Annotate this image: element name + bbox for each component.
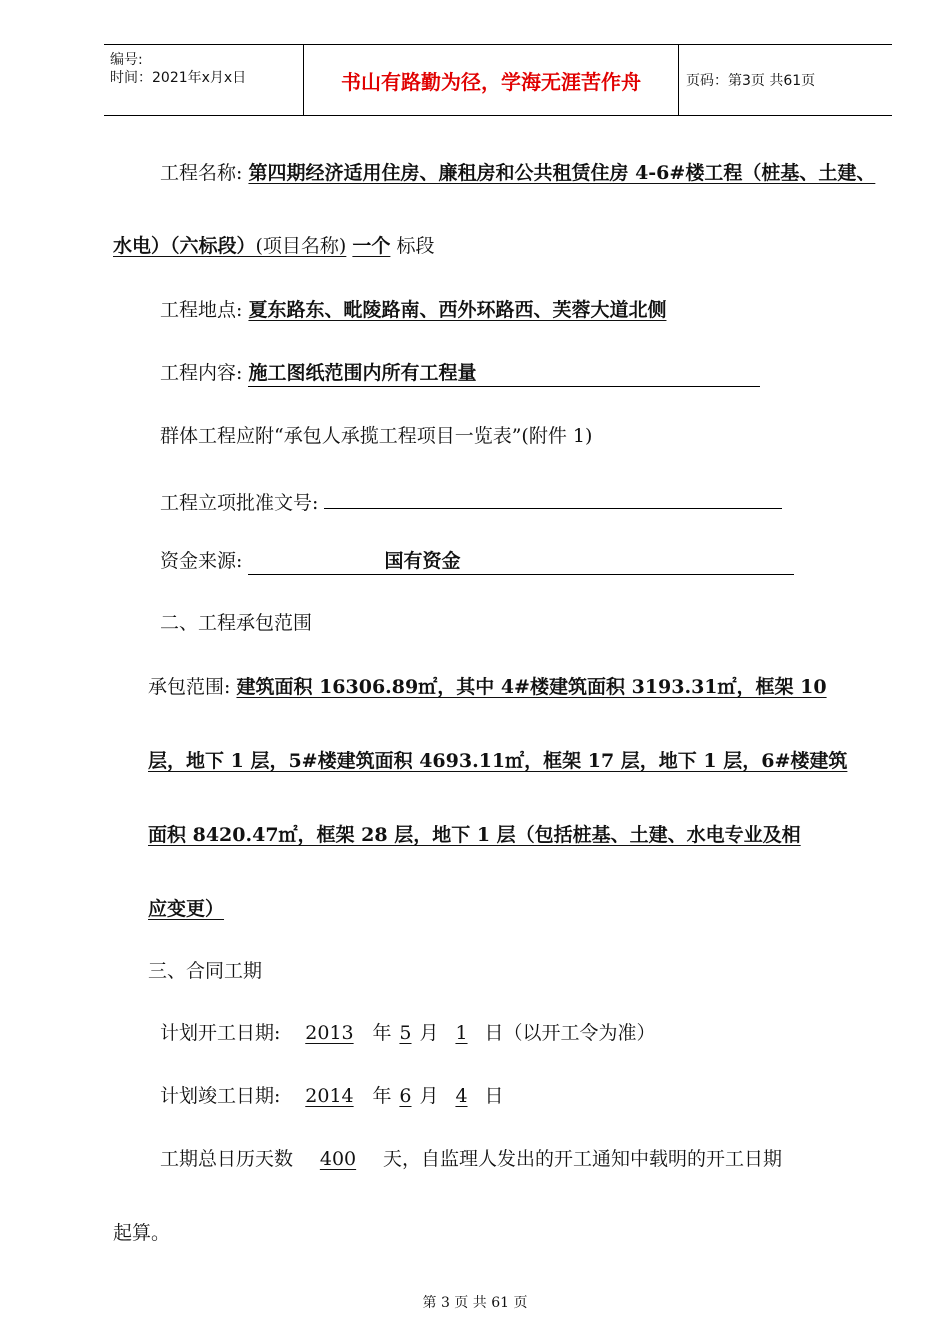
duration-line <box>160 1146 782 1172</box>
month-char: 月 <box>419 1022 439 1044</box>
page-footer: 第 3 页 共 61 页 <box>422 1295 528 1311</box>
end-year: 2014 <box>305 1085 354 1107</box>
end-date-line <box>160 1083 504 1109</box>
start-month: 5 <box>399 1022 412 1044</box>
fund-value: 国有资金 <box>248 548 794 575</box>
approval-blank <box>324 486 782 509</box>
content-line <box>160 360 760 387</box>
doc-number-label: 编号: <box>110 52 143 68</box>
doc-date: 时间：2021年x月x日 <box>110 70 247 86</box>
scope-text-4: 应变更） <box>148 898 225 920</box>
approval-line <box>160 486 782 516</box>
month-char: 月 <box>419 1085 439 1107</box>
header-meta <box>104 45 302 115</box>
section-count: 一个 <box>352 235 391 257</box>
project-name-value-cont: 水电）（六标段） <box>113 235 256 257</box>
end-month: 6 <box>399 1085 412 1107</box>
approval-label: 工程立项批准文号: <box>160 492 319 514</box>
header-motto-cell <box>303 45 679 115</box>
project-name-line <box>160 160 875 186</box>
section-3-title: 三、合同工期 <box>148 960 263 982</box>
header-page-number: 页码：第3页 共61页 <box>686 73 816 89</box>
location-value: 夏东路东、毗陵路南、西外环路西、芙蓉大道北侧 <box>248 299 667 321</box>
scope-text-3: 面积 8420.47㎡，框架 28 层，地下 1 层（包括桩基、土建、水电专业及相 <box>148 824 801 846</box>
content-label: 工程内容: <box>160 362 243 384</box>
project-name-line-2 <box>113 233 434 259</box>
scope-text-1: 建筑面积 16306.89㎡，其中 4#楼建筑面积 3193.31㎡，框架 10 <box>236 676 827 698</box>
year-char: 年 <box>372 1022 392 1044</box>
start-label: 计划开工日期: <box>160 1022 281 1044</box>
end-day: 4 <box>455 1085 468 1107</box>
duration-line-2: 起算。 <box>113 1222 171 1244</box>
project-name-value: 第四期经济适用住房、廉租房和公共租赁住房 4-6#楼工程（桩基、土建、 <box>248 162 876 184</box>
start-day: 1 <box>455 1022 468 1044</box>
duration-prefix: 工期总日历天数 <box>160 1148 294 1170</box>
project-name-label: 工程名称: <box>160 162 243 184</box>
fund-line <box>160 548 794 575</box>
start-year: 2013 <box>305 1022 354 1044</box>
group-note: 群体工程应附“承包人承揽工程项目一览表”(附件 1) <box>160 425 593 447</box>
end-suffix: 日 <box>484 1085 504 1107</box>
duration-suffix: 天，自监理人发出的开工通知中载明的开工日期 <box>383 1148 783 1170</box>
scope-text-2: 层，地下 1 层，5#楼建筑面积 4693.11㎡，框架 17 层，地下 1 层，6#楼建筑 <box>148 750 848 772</box>
year-char: 年 <box>372 1085 392 1107</box>
location-label: 工程地点: <box>160 299 243 321</box>
section-suffix: 标段 <box>396 235 435 257</box>
location-line <box>160 297 666 323</box>
fund-label: 资金来源: <box>160 550 243 572</box>
end-label: 计划竣工日期: <box>160 1085 281 1107</box>
scope-line-1 <box>148 674 827 700</box>
scope-label: 承包范围: <box>148 676 231 698</box>
header-page-cell <box>678 45 892 115</box>
start-note: 日（以开工令为准） <box>484 1022 656 1044</box>
page-header <box>104 44 892 116</box>
section-2-title: 二、工程承包范围 <box>160 612 313 634</box>
motto-text: 书山有路勤为径，学海无涯苦作舟 <box>341 69 641 94</box>
start-date-line <box>160 1020 656 1046</box>
content-value: 施工图纸范围内所有工程量 <box>248 360 760 387</box>
duration-days: 400 <box>319 1148 357 1170</box>
project-name-mid: (项目名称) <box>255 235 347 257</box>
